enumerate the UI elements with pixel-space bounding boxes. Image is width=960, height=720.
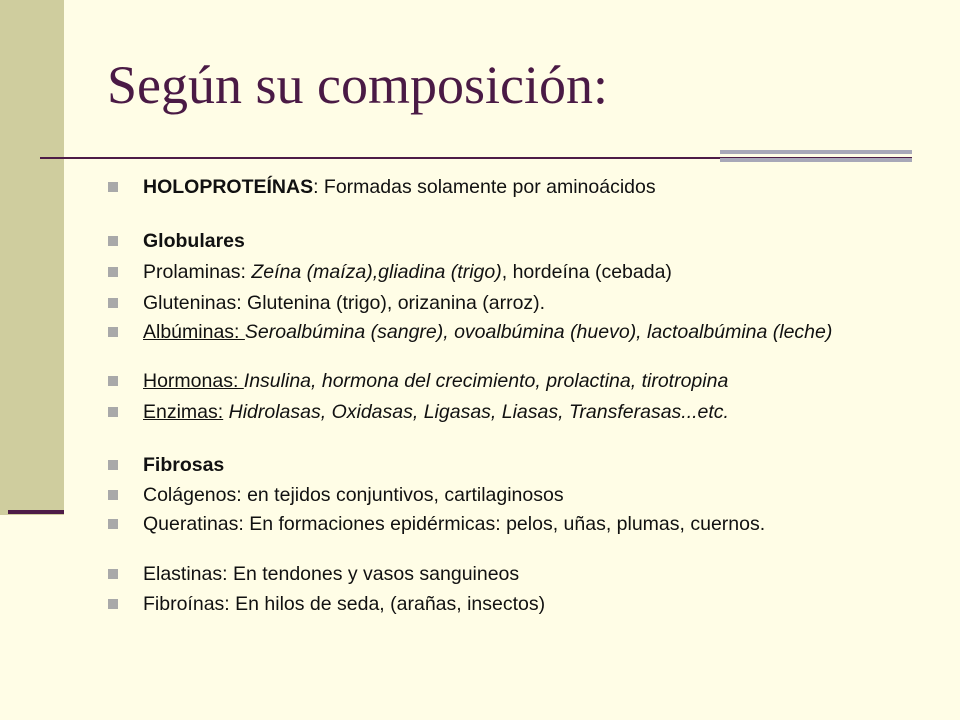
bullet-icon: [108, 599, 118, 609]
bullet-icon: [108, 460, 118, 470]
bullet-icon: [108, 569, 118, 579]
bullet-icon: [108, 407, 118, 417]
bullet-icon: [108, 490, 118, 500]
bullet-icon: [108, 327, 118, 337]
slide-title: Según su composición:: [107, 55, 608, 115]
bullet-icon: [108, 376, 118, 386]
bullet-icon: [108, 298, 118, 308]
left-accent-band: [0, 0, 64, 515]
bullet-icon: [108, 519, 118, 529]
left-accent-tick: [8, 510, 64, 514]
bullet-icon: [108, 182, 118, 192]
bullet-icon: [108, 267, 118, 277]
title-rule-accent: [720, 150, 912, 166]
bullet-icon: [108, 236, 118, 246]
